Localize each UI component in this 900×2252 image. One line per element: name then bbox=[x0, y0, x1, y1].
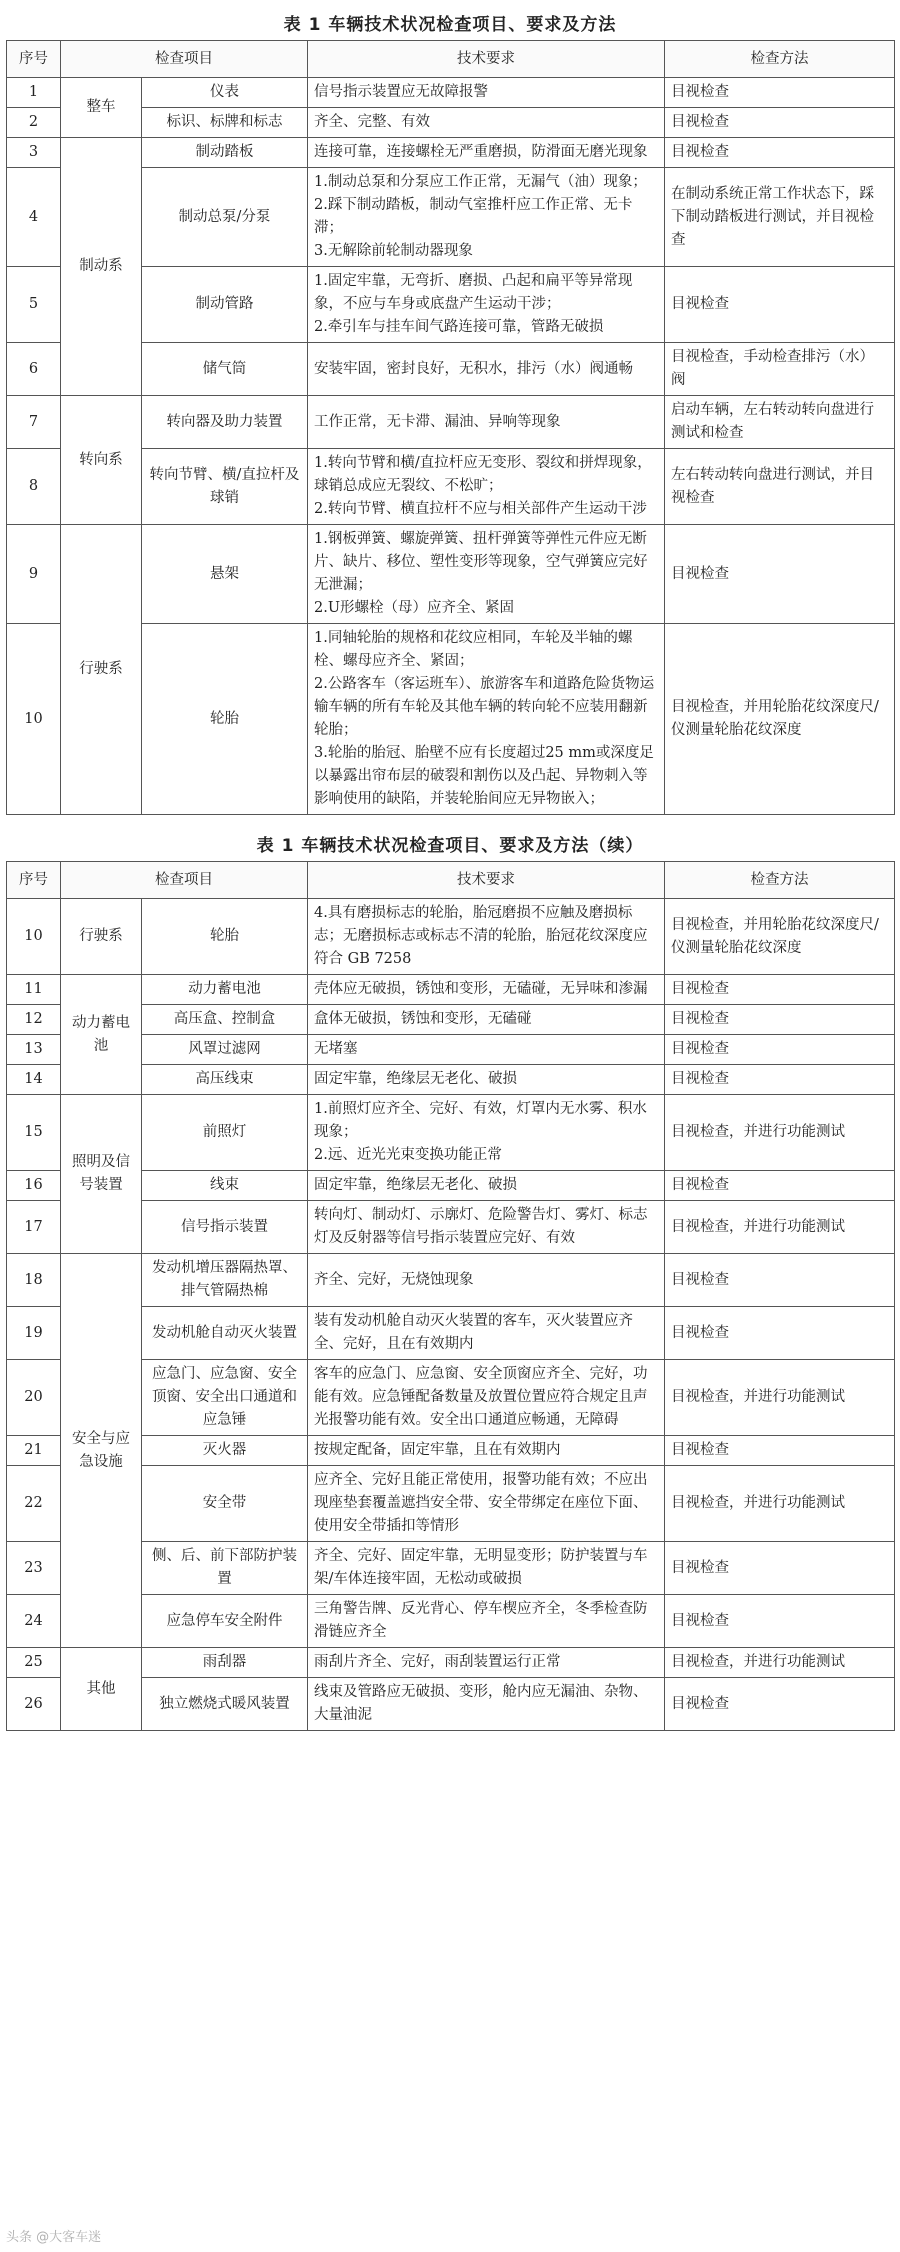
row-number: 25 bbox=[7, 1648, 61, 1678]
requirement-cell: 应齐全、完好且能正常使用，报警功能有效；不应出现座垫套覆盖遮挡安全带、安全带绑定在座位下面、使用安全带插扣等情形 bbox=[308, 1466, 665, 1542]
requirement-cell: 工作正常，无卡滞、漏油、异响等现象 bbox=[308, 396, 665, 449]
item-cell: 发动机舱自动灭火装置 bbox=[142, 1307, 308, 1360]
requirement-cell: 1.同轴轮胎的规格和花纹应相同，车轮及半轴的螺栓、螺母应齐全、紧固； 2.公路客车（客运班车）、旅游客车和道路危险货物运输车辆的所有车轮及其他车辆的转向轮不应装用翻新轮胎； 3.轮胎的胎冠、胎壁不应有长度超过25 mm或深度足以暴露出帘布层的破裂和割伤以及凸起、异物刺入等影响使用的缺陷，并装轮胎间应无异物嵌入； bbox=[308, 624, 665, 815]
requirement-cell: 安装牢固，密封良好，无积水，排污（水）阀通畅 bbox=[308, 343, 665, 396]
inspection-table bbox=[6, 40, 895, 815]
requirement-cell: 固定牢靠，绝缘层无老化、破损 bbox=[308, 1065, 665, 1095]
requirement-cell: 1.固定牢靠，无弯折、磨损、凸起和扁平等异常现象，不应与车身或底盘产生运动干涉； 2.牵引车与挂车间气路连接可靠，管路无破损 bbox=[308, 267, 665, 343]
requirement-cell: 盒体无破损，锈蚀和变形，无磕碰 bbox=[308, 1005, 665, 1035]
row-number: 11 bbox=[7, 975, 61, 1005]
method-cell: 目视检查 bbox=[665, 267, 895, 343]
table-row bbox=[7, 975, 895, 1005]
column-header: 检查方法 bbox=[665, 862, 895, 899]
method-cell: 启动车辆，左右转动转向盘进行测试和检查 bbox=[665, 396, 895, 449]
header-row bbox=[7, 41, 895, 78]
row-number: 7 bbox=[7, 396, 61, 449]
requirement-cell: 三角警告牌、反光背心、停车楔应齐全，冬季检查防滑链应齐全 bbox=[308, 1595, 665, 1648]
item-cell: 发动机增压器隔热罩、排气管隔热棉 bbox=[142, 1254, 308, 1307]
table-caption: 表 1 车辆技术状况检查项目、要求及方法 bbox=[283, 15, 617, 35]
method-cell: 目视检查 bbox=[665, 1035, 895, 1065]
requirement-cell: 连接可靠，连接螺栓无严重磨损，防滑面无磨光现象 bbox=[308, 138, 665, 168]
category-cell: 整车 bbox=[61, 78, 142, 138]
column-header: 检查方法 bbox=[665, 41, 895, 78]
row-number: 21 bbox=[7, 1436, 61, 1466]
inspection-table-continued bbox=[6, 861, 895, 1731]
row-number: 10 bbox=[7, 899, 61, 975]
column-header: 检查项目 bbox=[61, 41, 308, 78]
table-row bbox=[7, 1648, 895, 1678]
method-cell: 目视检查，并进行功能测试 bbox=[665, 1201, 895, 1254]
item-cell: 高压盒、控制盒 bbox=[142, 1005, 308, 1035]
method-cell: 目视检查，并进行功能测试 bbox=[665, 1095, 895, 1171]
requirement-cell: 1.前照灯应齐全、完好、有效，灯罩内无水雾、积水现象； 2.远、近光光束变换功能正常 bbox=[308, 1095, 665, 1171]
item-cell: 侧、后、前下部防护装置 bbox=[142, 1542, 308, 1595]
row-number: 16 bbox=[7, 1171, 61, 1201]
requirement-cell: 转向灯、制动灯、示廓灯、危险警告灯、雾灯、标志灯及反射器等信号指示装置应完好、有效 bbox=[308, 1201, 665, 1254]
item-cell: 雨刮器 bbox=[142, 1648, 308, 1678]
requirement-cell: 1.钢板弹簧、螺旋弹簧、扭杆弹簧等弹性元件应无断片、缺片、移位、塑性变形等现象，空气弹簧应完好无泄漏； 2.U形螺栓（母）应齐全、紧固 bbox=[308, 525, 665, 624]
item-cell: 线束 bbox=[142, 1171, 308, 1201]
item-cell: 轮胎 bbox=[142, 624, 308, 815]
method-cell: 目视检查 bbox=[665, 1542, 895, 1595]
method-cell: 目视检查 bbox=[665, 1595, 895, 1648]
row-number: 6 bbox=[7, 343, 61, 396]
item-cell: 前照灯 bbox=[142, 1095, 308, 1171]
table-row bbox=[7, 396, 895, 449]
requirement-cell: 1.转向节臂和横/直拉杆应无变形、裂纹和拼焊现象，球销总成应无裂纹、不松旷； 2.转向节臂、横直拉杆不应与相关部件产生运动干涉 bbox=[308, 449, 665, 525]
row-number: 10 bbox=[7, 624, 61, 815]
requirement-cell: 雨刮片齐全、完好，雨刮装置运行正常 bbox=[308, 1648, 665, 1678]
requirement-cell: 4.具有磨损标志的轮胎，胎冠磨损不应触及磨损标志；无磨损标志或标志不清的轮胎，胎冠花纹深度应符合 GB 7258 bbox=[308, 899, 665, 975]
table-caption-continued: 表 1 车辆技术状况检查项目、要求及方法（续） bbox=[256, 836, 644, 856]
item-cell: 独立燃烧式暖风装置 bbox=[142, 1678, 308, 1731]
row-number: 1 bbox=[7, 78, 61, 108]
category-cell: 其他 bbox=[61, 1648, 142, 1731]
category-cell: 行驶系 bbox=[61, 525, 142, 815]
item-cell: 悬架 bbox=[142, 525, 308, 624]
requirement-cell: 按规定配备，固定牢靠，且在有效期内 bbox=[308, 1436, 665, 1466]
requirement-cell: 无堵塞 bbox=[308, 1035, 665, 1065]
item-cell: 风罩过滤网 bbox=[142, 1035, 308, 1065]
method-cell: 目视检查，并进行功能测试 bbox=[665, 1360, 895, 1436]
row-number: 14 bbox=[7, 1065, 61, 1095]
item-cell: 应急停车安全附件 bbox=[142, 1595, 308, 1648]
row-number: 17 bbox=[7, 1201, 61, 1254]
item-cell: 制动踏板 bbox=[142, 138, 308, 168]
row-number: 26 bbox=[7, 1678, 61, 1731]
category-cell: 动力蓄电池 bbox=[61, 975, 142, 1095]
column-header: 技术要求 bbox=[308, 41, 665, 78]
method-cell: 目视检查，并进行功能测试 bbox=[665, 1648, 895, 1678]
item-cell: 转向节臂、横/直拉杆及球销 bbox=[142, 449, 308, 525]
item-cell: 安全带 bbox=[142, 1466, 308, 1542]
requirement-cell: 1.制动总泵和分泵应工作正常，无漏气（油）现象； 2.踩下制动踏板，制动气室推杆应工作正常、无卡滞； 3.无解除前轮制动器现象 bbox=[308, 168, 665, 267]
method-cell: 在制动系统正常工作状态下，踩下制动踏板进行测试，并目视检查 bbox=[665, 168, 895, 267]
row-number: 2 bbox=[7, 108, 61, 138]
method-cell: 目视检查，并进行功能测试 bbox=[665, 1466, 895, 1542]
method-cell: 目视检查 bbox=[665, 138, 895, 168]
table-row bbox=[7, 1095, 895, 1171]
requirement-cell: 固定牢靠，绝缘层无老化、破损 bbox=[308, 1171, 665, 1201]
requirement-cell: 齐全、完整、有效 bbox=[308, 108, 665, 138]
method-cell: 目视检查 bbox=[665, 78, 895, 108]
method-cell: 目视检查 bbox=[665, 1254, 895, 1307]
method-cell: 目视检查 bbox=[665, 1005, 895, 1035]
method-cell: 目视检查，并用轮胎花纹深度尺/仪测量轮胎花纹深度 bbox=[665, 624, 895, 815]
watermark: 头条 @大客车迷 bbox=[6, 2230, 102, 2245]
row-number: 18 bbox=[7, 1254, 61, 1307]
item-cell: 轮胎 bbox=[142, 899, 308, 975]
table-row bbox=[7, 899, 895, 975]
header-row bbox=[7, 862, 895, 899]
column-header: 技术要求 bbox=[308, 862, 665, 899]
requirement-cell: 齐全、完好、固定牢靠，无明显变形；防护装置与车架/车体连接牢固，无松动或破损 bbox=[308, 1542, 665, 1595]
method-cell: 目视检查 bbox=[665, 1678, 895, 1731]
method-cell: 目视检查 bbox=[665, 1065, 895, 1095]
requirement-cell: 装有发动机舱自动灭火装置的客车，灭火装置应齐全、完好，且在有效期内 bbox=[308, 1307, 665, 1360]
table-row bbox=[7, 525, 895, 624]
method-cell: 目视检查 bbox=[665, 108, 895, 138]
method-cell: 目视检查 bbox=[665, 1436, 895, 1466]
category-cell: 制动系 bbox=[61, 138, 142, 396]
row-number: 19 bbox=[7, 1307, 61, 1360]
category-cell: 转向系 bbox=[61, 396, 142, 525]
row-number: 4 bbox=[7, 168, 61, 267]
item-cell: 制动管路 bbox=[142, 267, 308, 343]
item-cell: 转向器及助力装置 bbox=[142, 396, 308, 449]
method-cell: 目视检查 bbox=[665, 525, 895, 624]
method-cell: 左右转动转向盘进行测试，并目视检查 bbox=[665, 449, 895, 525]
method-cell: 目视检查 bbox=[665, 975, 895, 1005]
item-cell: 信号指示装置 bbox=[142, 1201, 308, 1254]
row-number: 13 bbox=[7, 1035, 61, 1065]
row-number: 22 bbox=[7, 1466, 61, 1542]
item-cell: 标识、标牌和标志 bbox=[142, 108, 308, 138]
category-cell: 安全与应急设施 bbox=[61, 1254, 142, 1648]
column-header: 序号 bbox=[7, 862, 61, 899]
requirement-cell: 齐全、完好，无烧蚀现象 bbox=[308, 1254, 665, 1307]
method-cell: 目视检查 bbox=[665, 1307, 895, 1360]
method-cell: 目视检查 bbox=[665, 1171, 895, 1201]
category-cell: 照明及信号装置 bbox=[61, 1095, 142, 1254]
requirement-cell: 客车的应急门、应急窗、安全顶窗应齐全、完好，功能有效。应急锤配备数量及放置位置应符合规定且声光报警功能有效。安全出口通道应畅通，无障碍 bbox=[308, 1360, 665, 1436]
row-number: 9 bbox=[7, 525, 61, 624]
table-row bbox=[7, 1254, 895, 1307]
method-cell: 目视检查，并用轮胎花纹深度尺/仪测量轮胎花纹深度 bbox=[665, 899, 895, 975]
requirement-cell: 线束及管路应无破损、变形，舱内应无漏油、杂物、大量油泥 bbox=[308, 1678, 665, 1731]
row-number: 23 bbox=[7, 1542, 61, 1595]
column-header: 序号 bbox=[7, 41, 61, 78]
item-cell: 动力蓄电池 bbox=[142, 975, 308, 1005]
row-number: 8 bbox=[7, 449, 61, 525]
table-row bbox=[7, 78, 895, 108]
requirement-cell: 壳体应无破损，锈蚀和变形，无磕碰，无异味和渗漏 bbox=[308, 975, 665, 1005]
item-cell: 制动总泵/分泵 bbox=[142, 168, 308, 267]
row-number: 3 bbox=[7, 138, 61, 168]
requirement-cell: 信号指示装置应无故障报警 bbox=[308, 78, 665, 108]
item-cell: 应急门、应急窗、安全顶窗、安全出口通道和应急锤 bbox=[142, 1360, 308, 1436]
item-cell: 储气筒 bbox=[142, 343, 308, 396]
row-number: 20 bbox=[7, 1360, 61, 1436]
column-header: 检查项目 bbox=[61, 862, 308, 899]
item-cell: 高压线束 bbox=[142, 1065, 308, 1095]
method-cell: 目视检查，手动检查排污（水）阀 bbox=[665, 343, 895, 396]
category-cell: 行驶系 bbox=[61, 899, 142, 975]
row-number: 5 bbox=[7, 267, 61, 343]
row-number: 12 bbox=[7, 1005, 61, 1035]
row-number: 24 bbox=[7, 1595, 61, 1648]
item-cell: 仪表 bbox=[142, 78, 308, 108]
table-row bbox=[7, 138, 895, 168]
item-cell: 灭火器 bbox=[142, 1436, 308, 1466]
row-number: 15 bbox=[7, 1095, 61, 1171]
